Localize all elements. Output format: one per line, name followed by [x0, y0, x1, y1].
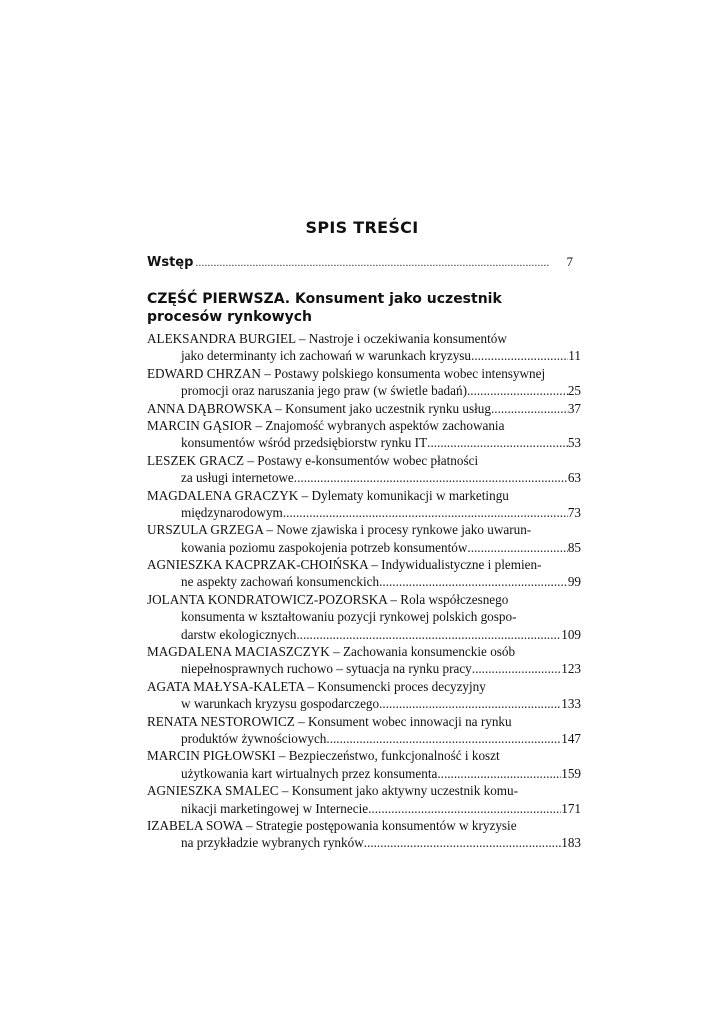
toc-entry-text: ne aspekty zachowań konsumenckich — [181, 574, 380, 590]
toc-entry[interactable] — [147, 452, 581, 487]
toc-entry[interactable] — [147, 521, 581, 556]
toc-page-number: 147 — [561, 730, 581, 746]
dot-leader — [467, 382, 568, 399]
toc-entry-text: EDWARD CHRZAN – Postawy polskiego konsumenta wobec intensywnej — [147, 365, 546, 381]
toc-entry-text: AGATA MAŁYSA-KALETA – Konsumencki proces decyzyjny — [147, 678, 486, 694]
toc-entry[interactable] — [147, 417, 581, 452]
toc-entry-text: MARCIN GĄSIOR – Znajomość wybranych aspektów zachowania — [147, 417, 505, 433]
toc-entry-text: konsumentów wśród przedsiębiorstw rynku IT — [181, 435, 428, 451]
part-heading-line: CZĘŚĆ PIERWSZA. Konsument jako uczestnik — [147, 291, 502, 307]
dot-leader — [364, 834, 561, 851]
toc-entry-line — [147, 434, 581, 451]
toc-entry[interactable] — [147, 556, 581, 591]
toc-entry[interactable] — [147, 678, 581, 713]
toc-page-number: 7 — [566, 254, 573, 269]
toc-entry-line — [147, 382, 581, 399]
dot-leader — [368, 800, 561, 817]
toc-entry-line — [147, 539, 581, 556]
dot-leader — [294, 469, 568, 486]
toc-entry[interactable] — [147, 643, 581, 678]
toc-entry-text: RENATA NESTOROWICZ – Konsument wobec innowacji na rynku — [147, 713, 512, 729]
toc-entry-line — [147, 626, 581, 643]
toc-entry-intro[interactable] — [147, 254, 573, 272]
toc-page-number: 123 — [561, 661, 581, 677]
toc-entry-line — [147, 347, 581, 364]
toc-entry-text: użytkowania kart wirtualnych przez konsumenta — [181, 765, 438, 781]
toc-entry[interactable] — [147, 591, 581, 643]
dot-leader — [471, 347, 568, 364]
toc-entry[interactable] — [147, 713, 581, 748]
toc-entry-text: MARCIN PIGŁOWSKI – Bezpieczeństwo, funkcjonalność i koszt — [147, 748, 500, 764]
toc-entry-text: międzynarodowym — [181, 504, 283, 520]
dot-leader — [283, 504, 568, 521]
toc-entry-title: Wstęp — [147, 255, 194, 270]
toc-entry-line — [147, 521, 581, 538]
toc-entry-line — [147, 400, 581, 417]
dot-leader — [437, 765, 561, 782]
toc-page-number: 183 — [561, 835, 581, 851]
dot-leader — [427, 434, 568, 451]
toc-entry-text: promocji oraz naruszania jego praw (w świetle badań) — [181, 383, 467, 399]
toc-entry-text: ANNA DĄBROWSKA – Konsument jako uczestnik rynku usług — [147, 400, 491, 416]
toc-page-number: 63 — [567, 470, 581, 486]
toc-entry-text: niepełnosprawnych ruchowo – sytuacja na rynku pracy — [181, 661, 472, 677]
toc-entry-line — [147, 695, 581, 712]
toc-entry-line — [147, 417, 581, 434]
toc-entry[interactable] — [147, 330, 581, 365]
toc-entry-line — [147, 782, 581, 799]
part-heading-line: procesów rynkowych — [147, 309, 312, 325]
toc-entry-line — [147, 330, 581, 347]
toc-page-number: 11 — [568, 348, 581, 364]
toc-entry-line — [147, 817, 581, 834]
toc-entry-text: AGNIESZKA KACPRZAK-CHOIŃSKA – Indywidualistyczne i plemien- — [147, 557, 542, 573]
toc-entry-line — [147, 643, 581, 660]
toc-entry-line — [147, 834, 581, 851]
toc-entry-text: w warunkach kryzysu gospodarczego — [181, 696, 380, 712]
toc-entry[interactable] — [147, 747, 581, 782]
toc-entry-line — [147, 452, 581, 469]
toc-entry-line — [147, 678, 581, 695]
toc-entry-text: kowania poziomu zaspokojenia potrzeb konsumentów — [181, 539, 468, 555]
dot-leader — [472, 660, 561, 677]
toc-entry-text: darstw ekologicznych — [181, 626, 297, 642]
toc-page-number: 25 — [567, 383, 581, 399]
toc-entry-text: AGNIESZKA SMALEC – Konsument jako aktywny uczestnik komu- — [147, 783, 519, 799]
toc-page-number: 73 — [567, 504, 581, 520]
toc-entry-line — [147, 365, 581, 382]
dot-leader — [195, 255, 549, 270]
toc-entry-line — [147, 573, 581, 590]
toc-entry[interactable] — [147, 782, 581, 817]
toc-entry-line — [147, 730, 581, 747]
toc-page-number: 99 — [567, 574, 581, 590]
toc-entry-line — [147, 556, 581, 573]
toc-page-number: 109 — [561, 626, 581, 642]
toc-entry[interactable] — [147, 487, 581, 522]
toc-entry-text: MAGDALENA GRACZYK – Dylematy komunikacji w marketingu — [147, 487, 509, 503]
toc-entry-line — [147, 504, 581, 521]
dot-leader — [491, 400, 568, 417]
toc-entry-text: konsumenta w kształtowaniu pozycji rynkowej polskich gospo- — [181, 609, 517, 625]
toc-entry-text: JOLANTA KONDRATOWICZ-POZORSKA – Rola współczesnego — [147, 591, 509, 607]
toc-entry-text: produktów żywnościowych — [181, 730, 327, 746]
toc-page-number: 85 — [567, 539, 581, 555]
dot-leader — [379, 695, 561, 712]
toc-entry[interactable] — [147, 817, 581, 852]
toc-page-number: 133 — [561, 696, 581, 712]
toc-entry-list — [147, 330, 581, 852]
toc-entry-text: MAGDALENA MACIASZCZYK – Zachowania konsumenckie osób — [147, 644, 516, 660]
toc-entry-text: na przykładzie wybranych rynków — [181, 835, 364, 851]
dot-leader — [296, 626, 561, 643]
toc-entry-line — [147, 765, 581, 782]
toc-entry-text: nikacji marketingowej w Internecie — [181, 800, 369, 816]
toc-entry-line — [147, 660, 581, 677]
toc-entry-text: URSZULA GRZEGA – Nowe zjawiska i procesy rynkowe jako uwarun- — [147, 522, 532, 538]
page-title: SPIS TREŚCI — [305, 218, 419, 237]
toc-page-number: 53 — [567, 435, 581, 451]
toc-entry-text: za usługi internetowe — [181, 470, 294, 486]
toc-entry-text: IZABELA SOWA – Strategie postępowania konsumentów w kryzysie — [147, 817, 517, 833]
toc-entry-line — [147, 747, 581, 764]
toc-entry-text: LESZEK GRACZ – Postawy e-konsumentów wobec płatności — [147, 452, 479, 468]
toc-entry-line — [147, 469, 581, 486]
toc-entry-line — [147, 713, 581, 730]
toc-entry-line — [147, 800, 581, 817]
toc-entry-text: jako determinanty ich zachowań w warunkach kryzysu — [181, 348, 472, 364]
toc-entry[interactable] — [147, 365, 581, 400]
part-heading — [147, 290, 567, 326]
toc-entry[interactable] — [147, 400, 581, 417]
toc-entry-line — [147, 591, 581, 608]
dot-leader — [379, 573, 568, 590]
toc-page-number: 37 — [567, 400, 581, 416]
dot-leader — [326, 730, 561, 747]
toc-entry-text: ALEKSANDRA BURGIEL – Nastroje i oczekiwania konsumentów — [147, 331, 507, 346]
toc-page-number: 159 — [561, 765, 581, 781]
toc-page-number: 171 — [561, 800, 581, 816]
toc-entry-line — [147, 608, 581, 625]
toc-entry-line — [147, 487, 581, 504]
dot-leader — [467, 539, 567, 556]
